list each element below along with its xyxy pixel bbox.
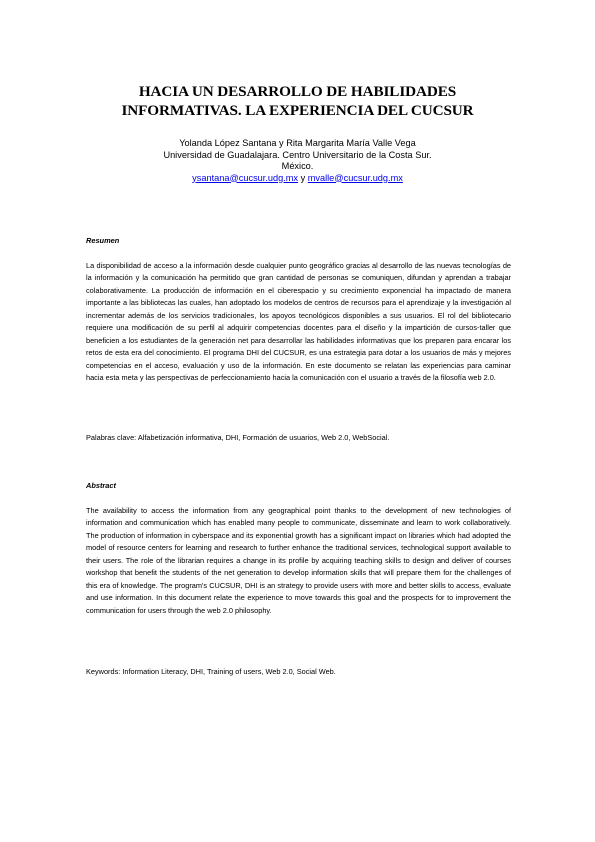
abstract-heading: Abstract xyxy=(86,481,116,490)
author-affiliation: Universidad de Guadalajara. Centro Universitario de la Costa Sur. xyxy=(163,149,432,160)
paper-title xyxy=(60,82,535,120)
abstract-keywords: Keywords: Information Literacy, DHI, Training of users, Web 2.0, Social Web. xyxy=(86,667,336,676)
email-link-valle[interactable]: mvalle@cucsur.udg.mx xyxy=(307,172,403,183)
resumen-keywords: Palabras clave: Alfabetización informativa, DHI, Formación de usuarios, Web 2.0, WebSocial. xyxy=(86,433,390,442)
author-names: Yolanda López Santana y Rita Margarita María Valle Vega xyxy=(179,138,416,148)
abstract-body: The availability to access the information from any geographical point thanks to the development of new technologies of information and communication which has enabled many people to communicate, disseminate and learn to work collaboratively. The production of information in cyberspace and its exponential growth has a significant impact on libraries which had adopted the model of resource centers for learning and research to further enhance the traditional services, technological support available to their users. The role of the librarian requires a change in its profile by acquiring teaching skills to design and deliver of courses workshop that benefit the students of the net generation to develop information skills that will prepare them for the challenges of this era of knowledge. The program's CUCSUR, DHI is an strategy to provide users with more and better skills to access, evaluate and use information. In this document relate the experience to move towards this goal and the prospects for to improvement the communication for users through the web 2.0 philosophy. xyxy=(86,506,511,615)
author-country: México. xyxy=(281,161,314,171)
author-block xyxy=(60,138,535,184)
email-link-santana[interactable]: ysantana@cucsur.udg.mx xyxy=(192,172,299,183)
title-line-1: HACIA UN DESARROLLO DE HABILIDADES xyxy=(138,83,457,100)
email-separator: y xyxy=(298,172,308,183)
resumen-heading: Resumen xyxy=(86,236,120,245)
resumen-body: La disponibilidad de acceso a la información desde cualquier punto geográfico gracias al desarrollo de las nuevas tecnologías de la información y la comunicación ha permitido que gran cantidad de personas se comuniquen, difundan y aprendan a trabajar colaborativamente. La producción de información en el ciberespacio y su crecimiento exponencial ha impactado de manera importante a las bibliotecas las cuales, han adoptado los modelos de centros de recursos para el aprendizaje y la investigación al incrementar además de los servicios tradicionales, los apoyos tecnológicos disponibles a sus usuarios. El rol del bibliotecario requiere una modificación de su perfil al adquirir competencias docentes para el diseño y la impartición de cursos-taller que beneficien a los estudiantes de la generación net para desarrollar las habilidades informativas que los preparen para encarar los retos de esta era del conocimiento. El programa DHI del CUCSUR, es una estrategia para dotar a los usuarios de más y mejores competencias en el acceso, evaluación y uso de la información. En este documento se relatan las experiencias para caminar hacia esta meta y las perspectivas de perfeccionamiento hacia la comunicación con el usuario a través de la filosofía web 2.0. xyxy=(86,261,511,383)
author-emails xyxy=(60,173,535,185)
title-line-2: INFORMATIVAS. LA EXPERIENCIA DEL CUCSUR xyxy=(121,102,474,119)
